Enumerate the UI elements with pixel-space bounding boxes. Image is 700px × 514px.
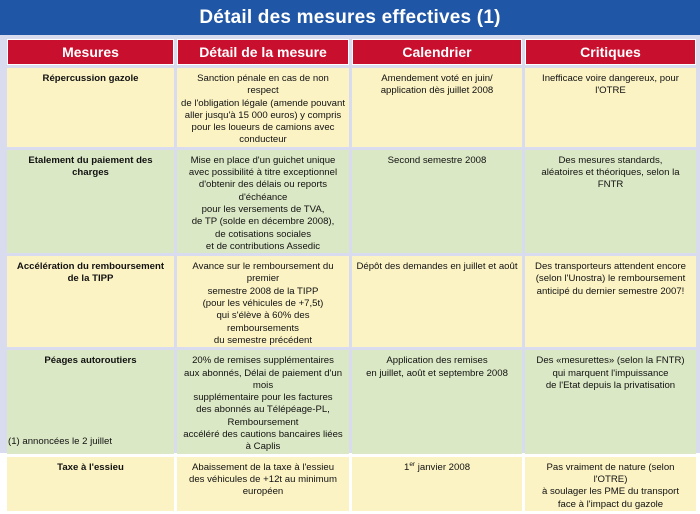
table-row [7, 68, 696, 147]
cell-line: Etalement du paiement des charges [28, 154, 153, 179]
column-header-detail: Détail de la mesure [177, 39, 349, 65]
cell-line: accéléré des cautions bancaires liées à Caplis [183, 429, 343, 453]
cell-line: et de contributions Assedic [205, 240, 321, 252]
cell-line: supplémentaire pour les factures [193, 392, 333, 404]
cell-line: 20% de remises supplémentaires [192, 355, 334, 367]
cell-line: Inefficace voire dangereux, pour l'OTRE [542, 73, 679, 97]
cell-critique [525, 68, 696, 147]
cell-detail [177, 350, 349, 453]
cell-line: de l'obligation légale (amende pouvant [181, 97, 345, 109]
cell-line: Répercussion gazole [42, 73, 139, 84]
cell-line: en juillet, août et septembre 2008 [366, 367, 508, 379]
cell-line: Application des remises [386, 355, 488, 367]
column-header-critiques: Critiques [525, 39, 696, 65]
cell-calendar [352, 350, 522, 453]
cell-line: aléatoires et théoriques, selon la FNTR [541, 167, 680, 191]
cell-measure [7, 256, 174, 347]
cell-line: Des «mesurettes» (selon la FNTR) [536, 355, 685, 367]
cell-line: semestre 2008 de la TIPP [207, 285, 319, 297]
column-header-measures: Mesures [7, 39, 174, 65]
cell-calendar [352, 457, 522, 511]
cell-line: Pas vraiment de nature (selon l'OTRE) [546, 461, 675, 485]
cell-measure [7, 150, 174, 253]
cell-line: aux abonnés, Délai de paiement d'un mois [183, 367, 343, 391]
cell-line: (pour les véhicules de +7,5t) [202, 298, 324, 310]
cell-line: face à l'impact du gazole [557, 498, 664, 510]
cell-line: (selon l'Unostra) le remboursement [535, 273, 686, 285]
table-row [7, 256, 696, 347]
table-title: Détail des mesures effectives (1) [0, 0, 700, 35]
cell-line: Accélération du remboursement [16, 261, 165, 273]
cell-line: avec possibilité à titre exceptionnel [188, 167, 338, 179]
footnote: (1) annoncées le 2 juillet [8, 436, 112, 447]
cell-critique [525, 150, 696, 253]
cell-detail [177, 68, 349, 147]
cell-line: de la TIPP [67, 273, 114, 285]
cell-line: qui marquent l'impuissance [552, 367, 669, 379]
cell-measure [7, 457, 174, 511]
calendar-date: 1er janvier 2008 [403, 460, 471, 473]
cell-line: Avance sur le remboursement du premier [192, 261, 334, 285]
cell-line [356, 462, 518, 474]
cell-line: qui s'élève à 60% des remboursements [216, 310, 310, 334]
cell-line: Des transporteurs attendent encore [535, 261, 686, 273]
cell-line: Sanction pénale en cas de non respect [197, 73, 329, 97]
cell-measure [7, 68, 174, 147]
column-header-calendar: Calendrier [352, 39, 522, 65]
cell-line: d'obtenir des délais ou reports d'échéance [198, 179, 328, 203]
cell-line: des véhicules de +12t au minimum européen [189, 473, 337, 498]
cell-line: application dès juillet 2008 [380, 85, 494, 97]
cell-line: Dépôt des demandes en juillet et août [356, 261, 518, 273]
cell-line: Second semestre 2008 [387, 154, 487, 166]
cell-line: anticipé du dernier semestre 2007! [536, 285, 685, 297]
cell-line: Amendement voté en juin/ [381, 73, 493, 84]
cell-critique [525, 350, 696, 453]
table-row [7, 457, 696, 511]
table-row [7, 150, 696, 253]
cell-line: pour les versements de TVA, [201, 203, 325, 215]
cell-line: aller jusqu'à 15 000 euros) y compris [184, 109, 342, 121]
cell-line: Taxe à l'essieu [57, 461, 124, 473]
cell-line: Abaissement de la taxe à l'essieu [191, 461, 335, 473]
cell-line: de cotisations sociales [215, 228, 311, 240]
cell-detail [177, 457, 349, 511]
cell-line: pour les loueurs de camions avec conducteur [191, 122, 335, 146]
cell-calendar [352, 256, 522, 347]
cell-detail [177, 150, 349, 253]
cell-line: Péages autoroutiers [44, 355, 137, 367]
header-row [7, 39, 696, 65]
cell-calendar [352, 150, 522, 253]
cell-critique [525, 457, 696, 511]
cell-detail [177, 256, 349, 347]
cell-line: du semestre précédent [213, 334, 313, 346]
cell-line: de l'Etat depuis la privatisation [545, 379, 676, 391]
cell-line: Mise en place d'un guichet unique [190, 154, 336, 166]
cell-calendar [352, 68, 522, 147]
cell-line: à soulager les PME du transport [541, 486, 680, 498]
cell-line: des abonnés au Télépéage-PL, Remboursement [196, 404, 330, 428]
cell-critique [525, 256, 696, 347]
cell-line: Des mesures standards, [558, 154, 663, 166]
cell-line: de TP (solde en décembre 2008), [191, 216, 335, 228]
